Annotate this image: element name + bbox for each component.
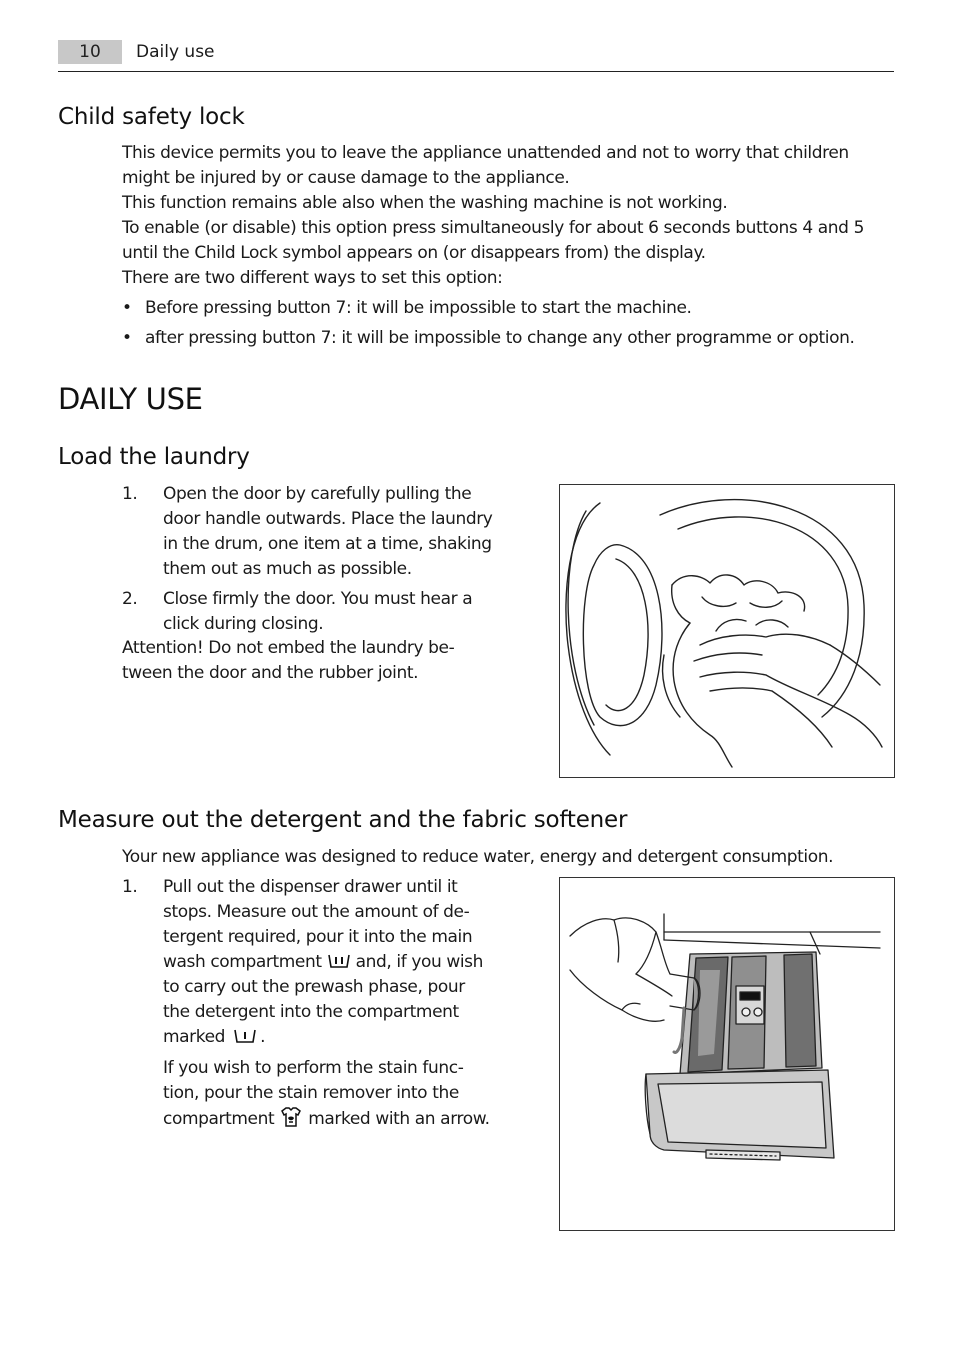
bullet-glyph: • <box>122 328 132 348</box>
step-number: 1. <box>122 484 138 504</box>
step-text: and, if you wish <box>350 952 484 972</box>
step-line: Open the door by carefully pulling the <box>163 484 472 504</box>
attention-note <box>122 636 454 661</box>
child-lock-line-5: until the Child Lock symbol appears on (or disappears from) the display. <box>122 243 706 263</box>
dispenser-drawer-illustration <box>559 877 895 1231</box>
main-wash-compartment-icon <box>327 951 351 971</box>
step-text: func- <box>417 1058 464 1078</box>
step-line: tion, pour the stain remover into the <box>163 1083 459 1103</box>
step-text: compartment <box>163 1109 275 1129</box>
step-line: Close firmly the door. You must hear a <box>163 589 473 609</box>
step-line <box>163 1106 543 1132</box>
step-text: wash compartment <box>163 952 322 972</box>
step-line: them out as much as possible. <box>163 559 412 579</box>
step-text: . <box>260 1027 266 1047</box>
child-lock-line-3: This function remains able also when the washing machine is not working. <box>122 193 728 213</box>
step-line: tergent required, pour it into the main <box>163 927 473 947</box>
laundry-loading-illustration <box>559 484 895 778</box>
step-line: the detergent into the compartment <box>163 1002 459 1022</box>
section-heading-detergent: Measure out the detergent and the fabric softener <box>58 807 628 833</box>
bullet-text: Before pressing button 7: it will be impossible to start the machine. <box>145 298 692 318</box>
attention-label: Attention! <box>122 638 204 658</box>
step-text: If you wish to perform the <box>163 1058 378 1078</box>
step-line: stops. Measure out the amount of de- <box>163 902 470 922</box>
step-text: to carry out the <box>163 977 295 997</box>
step-line: click during closing. <box>163 614 324 634</box>
stain-keyword: stain <box>377 1058 418 1078</box>
step-text: phase, pour <box>363 977 465 997</box>
prewash-compartment-icon <box>230 1026 260 1046</box>
step-line <box>163 975 543 1000</box>
child-lock-line-2: might be injured by or cause damage to the appliance. <box>122 168 570 188</box>
page-header <box>58 40 894 72</box>
page-number: 10 <box>58 40 122 64</box>
detergent-intro: Your new appliance was designed to reduce water, energy and detergent consumption. <box>122 847 834 867</box>
step-line <box>163 1025 543 1050</box>
prewash-keyword: prewash <box>294 977 364 997</box>
attention-text-2: tween the door and the rubber joint. <box>122 663 419 683</box>
step-text: marked with an arrow. <box>303 1109 490 1129</box>
bullet-text: after pressing button 7: it will be impossible to change any other programme or option. <box>145 328 855 348</box>
child-lock-line-1: This device permits you to leave the appliance unattended and not to worry that children <box>122 143 849 163</box>
chapter-title: DAILY USE <box>58 382 203 416</box>
child-lock-line-6: There are two different ways to set this option: <box>122 268 503 288</box>
bullet-glyph: • <box>122 298 132 318</box>
step-line: in the drum, one item at a time, shaking <box>163 534 492 554</box>
child-lock-line-4: To enable (or disable) this option press simultaneously for about 6 seconds buttons 4 and 5 <box>122 218 864 238</box>
step-number: 1. <box>122 877 138 897</box>
attention-text: Do not embed the laundry be- <box>203 638 455 658</box>
section-heading-child-lock: Child safety lock <box>58 104 245 130</box>
step-line: door handle outwards. Place the laundry <box>163 509 493 529</box>
running-title: Daily use <box>136 42 215 62</box>
step-text: marked <box>163 1027 226 1047</box>
step-line <box>163 1056 543 1081</box>
stain-compartment-icon <box>279 1106 303 1128</box>
section-heading-load-laundry: Load the laundry <box>58 444 250 470</box>
step-line <box>163 950 543 975</box>
step-line: Pull out the dispenser drawer until it <box>163 877 458 897</box>
step-number: 2. <box>122 589 138 609</box>
